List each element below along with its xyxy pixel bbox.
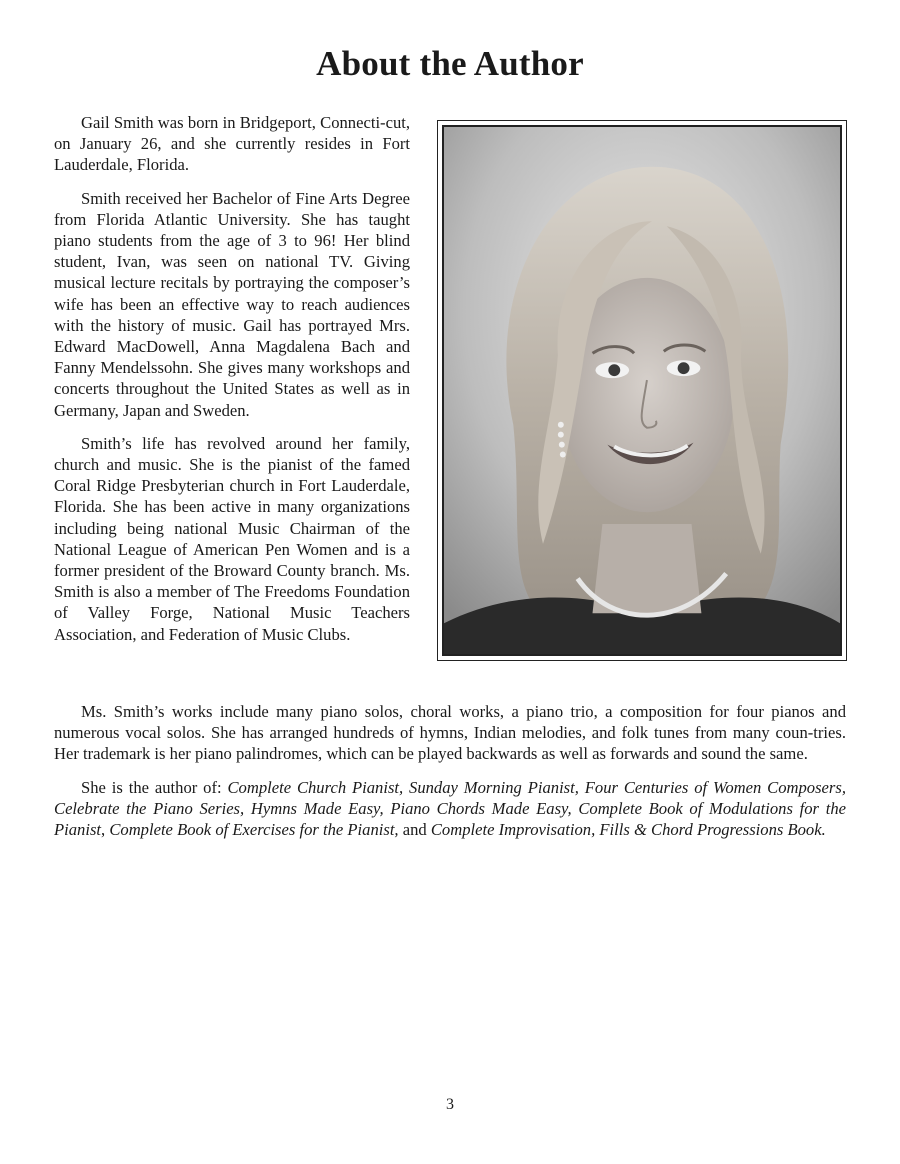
bio-paragraph-church: Smith’s life has revolved around her family, church and music. She is the pianist of the famed Coral Ridge Presbyterian church in Fort Lauderdale, Florida. She has been active in many organizations including being national Music Chairman of the National League of American Pen Women and is a former president of the Broward County branch. Ms. Smith is also a member of The Freedoms Foundation of Valley Forge, National Music Teachers Association, and Federation of Music Clubs. bbox=[54, 433, 410, 644]
works-paragraph: Ms. Smith’s works include many piano solos, choral works, a piano trio, a composition for four pianos and numerous vocal solos. She has arranged hundreds of hymns, Indian melodies, and folk tunes from many coun-tries. Her trademark is her piano palindromes, which can be played backwards as well as forwards and sound the same. bbox=[54, 702, 846, 764]
full-width-text bbox=[54, 701, 846, 852]
portrait-image bbox=[444, 127, 840, 654]
bio-paragraph-education: Smith received her Bachelor of Fine Arts Degree from Florida Atlantic University. She has taught piano students from the age of 3 to 96! Her blind student, Ivan, was seen on national TV. Giving musical lecture recitals by portraying the composer’s wife has been an effective way to reach audiences with the history of music. Gail has portrayed Mrs. Edward MacDowell, Anna Magdalena Bach and Fanny Mendelssohn. She gives many workshops and concerts throughout the United States as well as in Germany, Japan and Sweden. bbox=[54, 188, 410, 420]
books-paragraph bbox=[54, 777, 846, 841]
books-intro: She is the author of: bbox=[81, 777, 228, 797]
author-portrait bbox=[442, 125, 842, 656]
book-titles-2: Complete Book of Exercises for the Pianist, bbox=[109, 820, 399, 840]
author-portrait-frame bbox=[437, 120, 847, 661]
page-number: 3 bbox=[446, 1096, 454, 1113]
book-titles-3: Complete Improvisation, Fills & Chord Progressions Book. bbox=[430, 820, 826, 840]
bio-paragraph-birth: Gail Smith was born in Bridgeport, Connecti-cut, on January 26, and she currently resides in Fort Lauderdale, Florida. bbox=[54, 113, 410, 175]
left-text-column bbox=[54, 112, 410, 657]
page-title: About the Author bbox=[316, 44, 584, 83]
books-separator-2: and bbox=[398, 820, 431, 840]
book-titles-1: Complete Church Pianist, Sunday Morning Pianist, Four Centuries of Women Composers, Celebrate the Piano Series, Hymns Made Easy, Piano Chords Made Easy, Complete Book of Modulations for the Pianist bbox=[54, 777, 846, 840]
books-separator-1: , bbox=[101, 820, 110, 840]
